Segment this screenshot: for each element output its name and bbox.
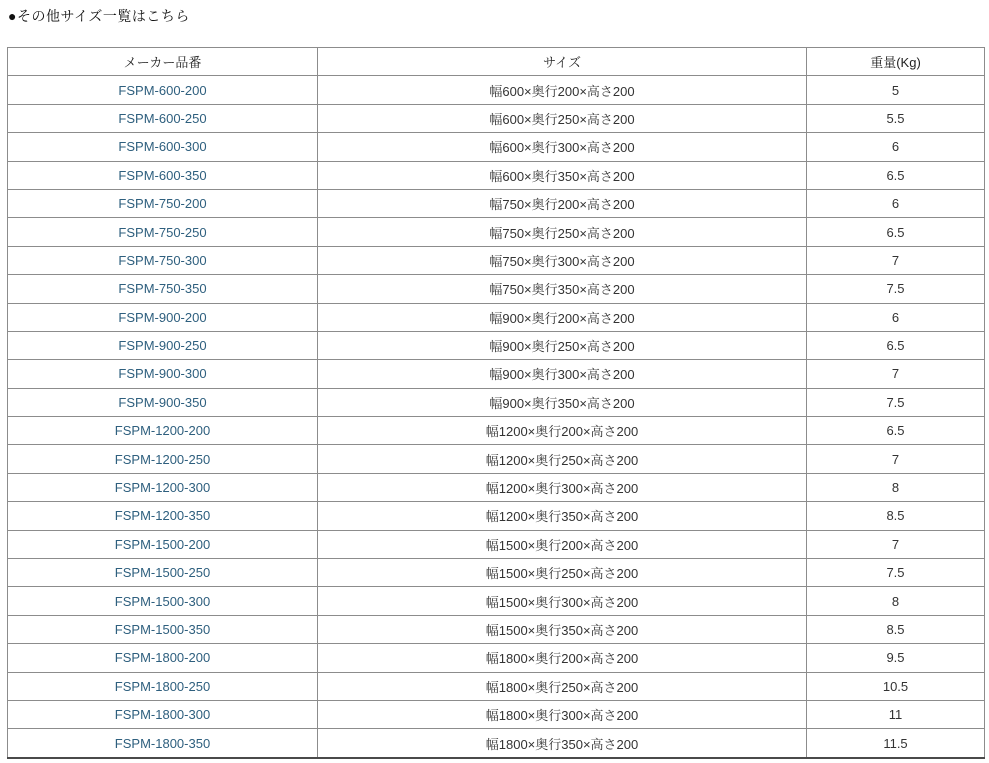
weight-cell: 6.5 bbox=[807, 161, 985, 189]
size-cell: 幅900×奥行350×高さ200 bbox=[318, 388, 807, 416]
part-number-link[interactable]: FSPM-750-300 bbox=[118, 252, 207, 268]
size-cell: 幅1800×奥行200×高さ200 bbox=[318, 644, 807, 672]
part-number-link[interactable]: FSPM-900-350 bbox=[118, 394, 207, 410]
size-cell: 幅750×奥行200×高さ200 bbox=[318, 189, 807, 217]
part-number-link[interactable]: FSPM-1200-350 bbox=[114, 508, 211, 524]
part-number-link[interactable]: FSPM-1200-250 bbox=[114, 451, 211, 467]
part-number-link[interactable]: FSPM-600-350 bbox=[118, 167, 207, 183]
weight-cell: 7 bbox=[807, 246, 985, 274]
part-number-cell bbox=[8, 473, 318, 501]
size-cell: 幅600×奥行350×高さ200 bbox=[318, 161, 807, 189]
table-row bbox=[8, 331, 985, 359]
part-number-cell bbox=[8, 700, 318, 728]
weight-cell: 8 bbox=[807, 473, 985, 501]
weight-cell: 7.5 bbox=[807, 275, 985, 303]
size-cell: 幅1800×奥行250×高さ200 bbox=[318, 672, 807, 700]
part-number-cell bbox=[8, 275, 318, 303]
part-number-cell bbox=[8, 502, 318, 530]
part-number-link[interactable]: FSPM-1500-250 bbox=[114, 565, 211, 581]
part-number-cell bbox=[8, 246, 318, 274]
part-number-link[interactable]: FSPM-900-300 bbox=[118, 366, 207, 382]
size-cell: 幅600×奥行200×高さ200 bbox=[318, 76, 807, 104]
page-title: ●その他サイズ一覧はこちら bbox=[8, 8, 190, 24]
size-cell: 幅1200×奥行200×高さ200 bbox=[318, 417, 807, 445]
col-header-size: サイズ bbox=[318, 48, 807, 76]
weight-cell: 7 bbox=[807, 360, 985, 388]
part-number-cell bbox=[8, 76, 318, 104]
part-number-link[interactable]: FSPM-1800-200 bbox=[114, 650, 211, 666]
part-number-link[interactable]: FSPM-750-250 bbox=[118, 224, 207, 240]
table-row bbox=[8, 615, 985, 643]
weight-cell: 11.5 bbox=[807, 729, 985, 758]
part-number-link[interactable]: FSPM-1500-350 bbox=[114, 622, 211, 637]
table-row bbox=[8, 417, 985, 445]
table-row bbox=[8, 587, 985, 615]
part-number-cell bbox=[8, 445, 318, 473]
table-row bbox=[8, 729, 985, 758]
part-number-cell bbox=[8, 530, 318, 558]
part-number-link[interactable]: FSPM-600-300 bbox=[118, 139, 207, 155]
size-cell: 幅1500×奥行250×高さ200 bbox=[318, 559, 807, 587]
part-number-cell bbox=[8, 388, 318, 416]
part-number-cell bbox=[8, 729, 318, 758]
weight-cell: 6 bbox=[807, 133, 985, 161]
weight-cell: 7.5 bbox=[807, 388, 985, 416]
part-number-link[interactable]: FSPM-900-250 bbox=[118, 338, 207, 354]
weight-cell: 6.5 bbox=[807, 218, 985, 246]
part-number-cell bbox=[8, 672, 318, 700]
size-cell: 幅1200×奥行250×高さ200 bbox=[318, 445, 807, 473]
part-number-cell bbox=[8, 417, 318, 445]
part-number-link[interactable]: FSPM-1200-300 bbox=[114, 480, 211, 496]
weight-cell: 9.5 bbox=[807, 644, 985, 672]
size-cell: 幅900×奥行200×高さ200 bbox=[318, 303, 807, 331]
col-header-weight: 重量(Kg) bbox=[807, 48, 985, 76]
weight-cell: 8 bbox=[807, 587, 985, 615]
part-number-link[interactable]: FSPM-900-200 bbox=[118, 309, 207, 325]
table-row bbox=[8, 104, 985, 132]
size-table bbox=[7, 47, 985, 759]
weight-cell: 7.5 bbox=[807, 559, 985, 587]
weight-cell: 7 bbox=[807, 530, 985, 558]
part-number-link[interactable]: FSPM-600-200 bbox=[118, 82, 207, 98]
size-cell: 幅1500×奥行350×高さ200 bbox=[318, 615, 807, 643]
table-row bbox=[8, 445, 985, 473]
part-number-link[interactable]: FSPM-1800-350 bbox=[114, 735, 211, 751]
table-row bbox=[8, 559, 985, 587]
table-row bbox=[8, 360, 985, 388]
weight-cell: 6.5 bbox=[807, 331, 985, 359]
part-number-cell bbox=[8, 644, 318, 672]
part-number-cell bbox=[8, 303, 318, 331]
part-number-link[interactable]: FSPM-1200-200 bbox=[114, 423, 211, 439]
weight-cell: 6 bbox=[807, 189, 985, 217]
part-number-link[interactable]: FSPM-1800-250 bbox=[114, 678, 211, 694]
size-cell: 幅900×奥行250×高さ200 bbox=[318, 331, 807, 359]
table-header-row bbox=[8, 48, 985, 76]
weight-cell: 11 bbox=[807, 700, 985, 728]
weight-cell: 10.5 bbox=[807, 672, 985, 700]
table-row bbox=[8, 246, 985, 274]
table-row bbox=[8, 76, 985, 104]
part-number-cell bbox=[8, 615, 318, 643]
part-number-link[interactable]: FSPM-600-250 bbox=[118, 110, 207, 126]
part-number-cell bbox=[8, 161, 318, 189]
part-number-link[interactable]: FSPM-750-200 bbox=[118, 196, 207, 212]
part-number-cell bbox=[8, 587, 318, 615]
table-row bbox=[8, 672, 985, 700]
weight-cell: 5.5 bbox=[807, 104, 985, 132]
weight-cell: 6 bbox=[807, 303, 985, 331]
part-number-link[interactable]: FSPM-1500-300 bbox=[114, 593, 211, 609]
size-cell: 幅1500×奥行300×高さ200 bbox=[318, 587, 807, 615]
table-row bbox=[8, 218, 985, 246]
table-row bbox=[8, 473, 985, 501]
col-header-part-number: メーカー品番 bbox=[8, 48, 318, 76]
part-number-cell bbox=[8, 559, 318, 587]
part-number-link[interactable]: FSPM-1800-300 bbox=[114, 707, 211, 723]
size-cell: 幅1800×奥行350×高さ200 bbox=[318, 729, 807, 758]
table-row bbox=[8, 133, 985, 161]
part-number-cell bbox=[8, 331, 318, 359]
table-row bbox=[8, 530, 985, 558]
size-cell: 幅600×奥行250×高さ200 bbox=[318, 104, 807, 132]
size-cell: 幅750×奥行300×高さ200 bbox=[318, 246, 807, 274]
table-row bbox=[8, 644, 985, 672]
part-number-cell bbox=[8, 133, 318, 161]
size-cell: 幅900×奥行300×高さ200 bbox=[318, 360, 807, 388]
size-cell: 幅1800×奥行300×高さ200 bbox=[318, 700, 807, 728]
size-cell: 幅1200×奥行350×高さ200 bbox=[318, 502, 807, 530]
part-number-cell bbox=[8, 104, 318, 132]
part-number-cell bbox=[8, 360, 318, 388]
size-cell: 幅600×奥行300×高さ200 bbox=[318, 133, 807, 161]
part-number-cell bbox=[8, 218, 318, 246]
table-row bbox=[8, 502, 985, 530]
table-row bbox=[8, 161, 985, 189]
weight-cell: 5 bbox=[807, 76, 985, 104]
table-row bbox=[8, 388, 985, 416]
part-number-cell bbox=[8, 189, 318, 217]
size-cell: 幅1500×奥行200×高さ200 bbox=[318, 530, 807, 558]
table-row bbox=[8, 700, 985, 728]
weight-cell: 8.5 bbox=[807, 615, 985, 643]
table-row bbox=[8, 275, 985, 303]
size-cell: 幅750×奥行350×高さ200 bbox=[318, 275, 807, 303]
size-cell: 幅1200×奥行300×高さ200 bbox=[318, 473, 807, 501]
table-row bbox=[8, 303, 985, 331]
size-cell: 幅750×奥行250×高さ200 bbox=[318, 218, 807, 246]
weight-cell: 8.5 bbox=[807, 502, 985, 530]
part-number-link[interactable]: FSPM-750-350 bbox=[118, 281, 207, 297]
weight-cell: 6.5 bbox=[807, 417, 985, 445]
part-number-link[interactable]: FSPM-1500-200 bbox=[114, 536, 211, 552]
weight-cell: 7 bbox=[807, 445, 985, 473]
table-row bbox=[8, 189, 985, 217]
